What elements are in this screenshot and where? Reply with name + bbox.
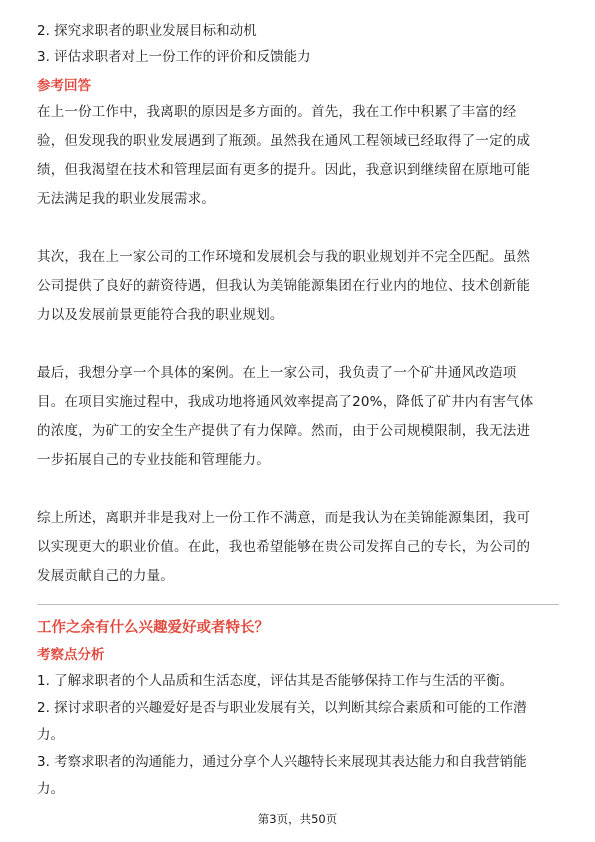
page-content bbox=[37, 18, 559, 803]
text-line: 发展贡献自己的力量。 bbox=[37, 568, 174, 584]
answer-paragraph-2 bbox=[37, 243, 559, 330]
analysis-label: 考察点分析 bbox=[37, 647, 105, 663]
text-line: 以实现更大的职业价值。在此，我也希望能够在贵公司发挥自己的专长，为公司的 bbox=[37, 539, 531, 555]
text-line: 其次，我在上一家公司的工作环境和发展机会与我的职业规划并不完全匹配。虽然 bbox=[37, 249, 531, 265]
text-line: 在上一份工作中，我离职的原因是多方面的。首先，我在工作中积累了丰富的经 bbox=[37, 104, 517, 120]
text-line: 1. 了解求职者的个人品质和生活态度，评估其是否能够保持工作与生活的平衡。 bbox=[37, 673, 514, 689]
text-line: 综上所述，离职并非是我对上一份工作不满意，而是我认为在美锦能源集团，我可 bbox=[37, 510, 531, 526]
text-line: 公司提供了良好的薪资待遇，但我认为美锦能源集团在行业内的地位、技术创新能 bbox=[37, 278, 531, 294]
answer-label: 参考回答 bbox=[37, 78, 91, 94]
analysis-item-3 bbox=[37, 749, 559, 803]
text-line: 力。 bbox=[37, 781, 64, 797]
text-line: 目。在项目实施过程中，我成功地将通风效率提高了20%，降低了矿井内有害气体 bbox=[37, 394, 534, 410]
question-heading: 工作之余有什么兴趣爱好或者特长？ bbox=[37, 620, 269, 636]
analysis-item-1 bbox=[37, 668, 559, 695]
list-item-feedback: 3. 评估求职者对上一份工作的评价和反馈能力 bbox=[37, 49, 311, 65]
text-line: 3. 考察求职者的沟通能力，通过分享个人兴趣特长来展现其表达能力和自我营销能 bbox=[37, 754, 527, 770]
page-footer: 第3页，共50页 bbox=[257, 812, 338, 826]
text-line: 验，但发现我的职业发展遇到了瓶颈。虽然我在通风工程领域已经取得了一定的成 bbox=[37, 133, 531, 149]
paragraph-gap bbox=[37, 214, 559, 243]
text-line: 无法满足我的职业发展需求。 bbox=[37, 191, 216, 207]
text-line: 绩，但我渴望在技术和管理层面有更多的提升。因此，我意识到继续留在原地可能 bbox=[37, 162, 531, 178]
text-line: 2. 探讨求职者的兴趣爱好是否与职业发展有关，以判断其综合素质和可能的工作潜 bbox=[37, 700, 527, 716]
answer-paragraph-4 bbox=[37, 504, 559, 591]
answer-paragraph-1 bbox=[37, 98, 559, 214]
section-divider bbox=[37, 604, 559, 605]
text-line: 一步拓展自己的专业技能和管理能力。 bbox=[37, 452, 270, 468]
paragraph-gap bbox=[37, 475, 559, 504]
text-line: 力。 bbox=[37, 727, 64, 743]
text-line: 力以及发展前景更能符合我的职业规划。 bbox=[37, 307, 284, 323]
answer-paragraph-3 bbox=[37, 359, 559, 475]
paragraph-gap bbox=[37, 330, 559, 359]
analysis-item-2 bbox=[37, 695, 559, 749]
text-line: 最后，我想分享一个具体的案例。在上一家公司，我负责了一个矿井通风改造项 bbox=[37, 365, 517, 381]
list-item-goal: 2. 探究求职者的职业发展目标和动机 bbox=[37, 23, 257, 39]
text-line: 的浓度，为矿工的安全生产提供了有力保障。然而，由于公司规模限制，我无法进 bbox=[37, 423, 531, 439]
